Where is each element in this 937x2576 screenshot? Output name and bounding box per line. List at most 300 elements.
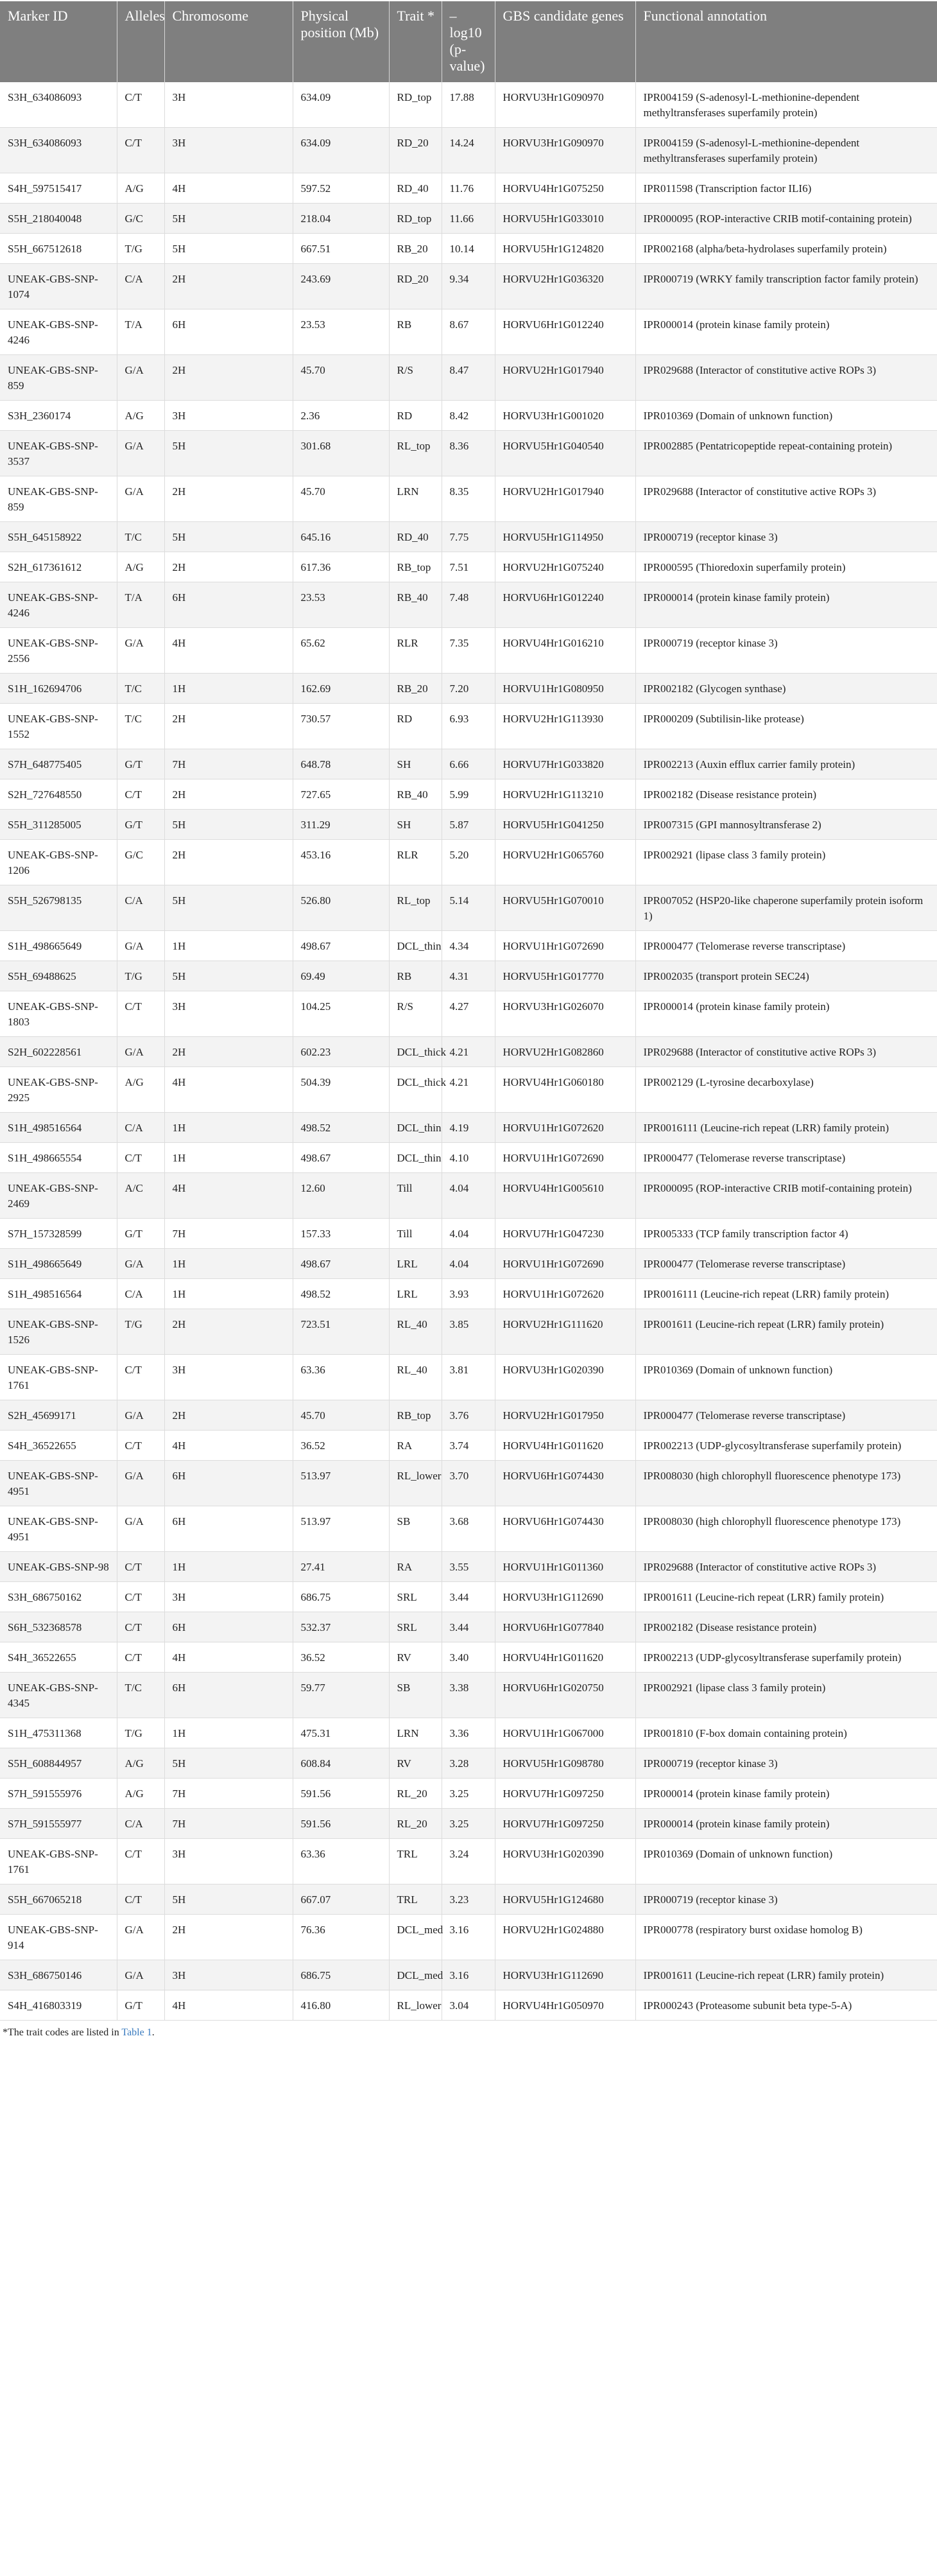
table-cell: 69.49: [293, 961, 389, 991]
table-cell: 23.53: [293, 309, 389, 355]
table-cell: 11.66: [442, 204, 495, 234]
table-cell: IPR002129 (L-tyrosine decarboxylase): [635, 1067, 937, 1113]
table-cell: IPR002885 (Pentatricopeptide repeat-containing protein): [635, 431, 937, 476]
table-cell: 4H: [164, 173, 293, 204]
table-cell: S5H_526798135: [0, 885, 117, 931]
table-cell: IPR000719 (receptor kinase 3): [635, 522, 937, 552]
table-row: [0, 1173, 937, 1219]
table-cell: S5H_218040048: [0, 204, 117, 234]
table-row: [0, 204, 937, 234]
table-cell: HORVU3Hr1G112690: [495, 1582, 635, 1612]
table-row: [0, 1839, 937, 1884]
table-cell: 453.16: [293, 840, 389, 885]
table-cell: RB_40: [389, 779, 442, 810]
table-cell: 14.24: [442, 128, 495, 173]
table-cell: 27.41: [293, 1552, 389, 1582]
table-cell: IPR002182 (Glycogen synthase): [635, 674, 937, 704]
table-cell: 5H: [164, 234, 293, 264]
table-cell: 162.69: [293, 674, 389, 704]
table-cell: HORVU1Hr1G080950: [495, 674, 635, 704]
table-cell: T/C: [117, 1673, 164, 1718]
table-cell: 45.70: [293, 355, 389, 401]
table-cell: S2H_617361612: [0, 552, 117, 582]
table-row: [0, 1037, 937, 1067]
table-cell: 243.69: [293, 264, 389, 309]
table-cell: HORVU1Hr1G072620: [495, 1113, 635, 1143]
table-cell: 5H: [164, 204, 293, 234]
table-row: [0, 931, 937, 961]
table-cell: A/G: [117, 1748, 164, 1779]
table-row: [0, 749, 937, 779]
table-cell: HORVU1Hr1G067000: [495, 1718, 635, 1748]
table-cell: G/A: [117, 431, 164, 476]
table-cell: RB_20: [389, 234, 442, 264]
table-cell: 667.07: [293, 1884, 389, 1915]
table-cell: G/C: [117, 204, 164, 234]
table-cell: 1H: [164, 1279, 293, 1309]
table-cell: 498.67: [293, 1249, 389, 1279]
table-cell: RL_20: [389, 1779, 442, 1809]
table-cell: UNEAK-GBS-SNP-2556: [0, 628, 117, 674]
table-cell: HORVU4Hr1G050970: [495, 1990, 635, 2021]
table-cell: HORVU1Hr1G072690: [495, 1143, 635, 1173]
table-cell: UNEAK-GBS-SNP-1803: [0, 991, 117, 1037]
table-cell: 218.04: [293, 204, 389, 234]
table-cell: C/A: [117, 1279, 164, 1309]
table-cell: 3H: [164, 991, 293, 1037]
table-cell: S5H_608844957: [0, 1748, 117, 1779]
table-cell: 4H: [164, 1431, 293, 1461]
table-cell: LRL: [389, 1279, 442, 1309]
table-cell: IPR004159 (S-adenosyl-L-methionine-dependent methyltransferases superfamily protein): [635, 82, 937, 128]
table-cell: 10.14: [442, 234, 495, 264]
table-1-link[interactable]: Table 1: [121, 2027, 152, 2038]
table-row: [0, 961, 937, 991]
table-cell: 7.20: [442, 674, 495, 704]
table-cell: RB_40: [389, 582, 442, 628]
table-cell: 3.68: [442, 1506, 495, 1552]
table-cell: 7H: [164, 1779, 293, 1809]
table-row: [0, 1718, 937, 1748]
table-cell: 1H: [164, 931, 293, 961]
table-cell: S7H_591555977: [0, 1809, 117, 1839]
table-cell: RL_top: [389, 885, 442, 931]
table-cell: IPR029688 (Interactor of constitutive active ROPs 3): [635, 476, 937, 522]
table-row: [0, 264, 937, 309]
table-cell: G/A: [117, 1461, 164, 1506]
table-cell: 6H: [164, 309, 293, 355]
table-cell: G/A: [117, 1400, 164, 1431]
table-cell: 498.52: [293, 1113, 389, 1143]
table-cell: 4.31: [442, 961, 495, 991]
table-cell: IPR000095 (ROP-interactive CRIB motif-containing protein): [635, 1173, 937, 1219]
table-cell: S2H_727648550: [0, 779, 117, 810]
table-cell: HORVU5Hr1G124820: [495, 234, 635, 264]
table-cell: S1H_162694706: [0, 674, 117, 704]
table-cell: 5.20: [442, 840, 495, 885]
table-cell: A/G: [117, 401, 164, 431]
table-cell: 5H: [164, 1884, 293, 1915]
table-row: [0, 1355, 937, 1400]
table-cell: 4.27: [442, 991, 495, 1037]
table-cell: S1H_498665649: [0, 931, 117, 961]
table-cell: G/A: [117, 1506, 164, 1552]
table-cell: S7H_591555976: [0, 1779, 117, 1809]
table-cell: IPR000014 (protein kinase family protein): [635, 582, 937, 628]
table-cell: 416.80: [293, 1990, 389, 2021]
table-cell: IPR000719 (receptor kinase 3): [635, 628, 937, 674]
table-row: [0, 1506, 937, 1552]
table-cell: 5H: [164, 1748, 293, 1779]
table-cell: 667.51: [293, 234, 389, 264]
table-cell: HORVU6Hr1G012240: [495, 309, 635, 355]
table-cell: S2H_45699171: [0, 1400, 117, 1431]
table-cell: S4H_416803319: [0, 1990, 117, 2021]
table-cell: 5.87: [442, 810, 495, 840]
table-cell: 513.97: [293, 1506, 389, 1552]
table-cell: 3H: [164, 401, 293, 431]
table-cell: 3H: [164, 1582, 293, 1612]
table-cell: 4H: [164, 1642, 293, 1673]
table-cell: 8.35: [442, 476, 495, 522]
table-cell: IPR029688 (Interactor of constitutive active ROPs 3): [635, 355, 937, 401]
table-cell: S4H_36522655: [0, 1431, 117, 1461]
table-cell: 4.34: [442, 931, 495, 961]
table-cell: SB: [389, 1673, 442, 1718]
table-cell: IPR007052 (HSP20-like chaperone superfamily protein isoform 1): [635, 885, 937, 931]
table-row: [0, 1582, 937, 1612]
table-cell: T/G: [117, 1718, 164, 1748]
table-cell: IPR000719 (receptor kinase 3): [635, 1748, 937, 1779]
table-cell: IPR000477 (Telomerase reverse transcriptase): [635, 1249, 937, 1279]
table-row: [0, 173, 937, 204]
table-cell: G/T: [117, 1219, 164, 1249]
table-cell: HORVU7Hr1G097250: [495, 1809, 635, 1839]
table-cell: 648.78: [293, 749, 389, 779]
table-cell: G/C: [117, 840, 164, 885]
table-cell: HORVU1Hr1G072620: [495, 1279, 635, 1309]
table-row: [0, 1612, 937, 1642]
table-cell: HORVU2Hr1G017950: [495, 1400, 635, 1431]
table-cell: RLR: [389, 840, 442, 885]
table-cell: IPR004159 (S-adenosyl-L-methionine-dependent methyltransferases superfamily protein): [635, 128, 937, 173]
table-cell: 23.53: [293, 582, 389, 628]
table-cell: HORVU6Hr1G020750: [495, 1673, 635, 1718]
table-cell: 686.75: [293, 1960, 389, 1990]
table-cell: HORVU1Hr1G072690: [495, 931, 635, 961]
table-cell: IPR000719 (WRKY family transcription factor family protein): [635, 264, 937, 309]
table-cell: 3.40: [442, 1642, 495, 1673]
table-cell: UNEAK-GBS-SNP-4345: [0, 1673, 117, 1718]
table-cell: HORVU4Hr1G060180: [495, 1067, 635, 1113]
table-cell: 3.44: [442, 1612, 495, 1642]
table-cell: 634.09: [293, 82, 389, 128]
table-cell: 4.19: [442, 1113, 495, 1143]
table-cell: 597.52: [293, 173, 389, 204]
table-cell: HORVU5Hr1G033010: [495, 204, 635, 234]
table-row: [0, 1673, 937, 1718]
table-cell: UNEAK-GBS-SNP-4951: [0, 1461, 117, 1506]
table-row: [0, 704, 937, 749]
table-cell: IPR002182 (Disease resistance protein): [635, 1612, 937, 1642]
table-cell: HORVU2Hr1G017940: [495, 355, 635, 401]
table-cell: 7.51: [442, 552, 495, 582]
table-cell: C/A: [117, 264, 164, 309]
table-cell: IPR0016111 (Leucine-rich repeat (LRR) family protein): [635, 1113, 937, 1143]
table-cell: A/G: [117, 173, 164, 204]
table-cell: 3.76: [442, 1400, 495, 1431]
table-cell: S5H_667065218: [0, 1884, 117, 1915]
table-cell: 6.93: [442, 704, 495, 749]
table-cell: 7H: [164, 749, 293, 779]
table-cell: 1H: [164, 1552, 293, 1582]
table-cell: 4.04: [442, 1249, 495, 1279]
table-cell: HORVU5Hr1G040540: [495, 431, 635, 476]
table-cell: HORVU1Hr1G011360: [495, 1552, 635, 1582]
table-cell: T/C: [117, 674, 164, 704]
table-cell: UNEAK-GBS-SNP-98: [0, 1552, 117, 1582]
column-header: Functional annotation: [635, 1, 937, 82]
table-cell: 3.70: [442, 1461, 495, 1506]
table-cell: DCL_thick: [389, 1037, 442, 1067]
table-cell: DCL_thin: [389, 1113, 442, 1143]
table-cell: T/C: [117, 522, 164, 552]
table-row: [0, 82, 937, 128]
table-cell: TRL: [389, 1884, 442, 1915]
table-row: [0, 1779, 937, 1809]
table-row: [0, 431, 937, 476]
table-cell: IPR007315 (GPI mannosyltransferase 2): [635, 810, 937, 840]
table-row: [0, 1960, 937, 1990]
table-cell: S5H_311285005: [0, 810, 117, 840]
table-cell: UNEAK-GBS-SNP-3537: [0, 431, 117, 476]
table-cell: 2H: [164, 552, 293, 582]
table-cell: IPR001611 (Leucine-rich repeat (LRR) family protein): [635, 1582, 937, 1612]
table-cell: 532.37: [293, 1612, 389, 1642]
table-cell: C/T: [117, 1642, 164, 1673]
table-cell: 3.55: [442, 1552, 495, 1582]
table-cell: RV: [389, 1748, 442, 1779]
table-cell: 6H: [164, 582, 293, 628]
table-row: [0, 1748, 937, 1779]
table-cell: 5H: [164, 431, 293, 476]
table-cell: SB: [389, 1506, 442, 1552]
table-cell: C/A: [117, 1809, 164, 1839]
table-cell: S1H_498516564: [0, 1279, 117, 1309]
table-cell: 2H: [164, 704, 293, 749]
table-cell: HORVU4Hr1G011620: [495, 1642, 635, 1673]
table-row: [0, 309, 937, 355]
footnote: [0, 2021, 937, 2039]
table-row: [0, 1990, 937, 2021]
column-header: Chromosome: [164, 1, 293, 82]
table-cell: DCL_med: [389, 1960, 442, 1990]
table-cell: 3.25: [442, 1779, 495, 1809]
table-cell: RL_20: [389, 1809, 442, 1839]
table-cell: IPR001810 (F-box domain containing protein): [635, 1718, 937, 1748]
table-cell: 311.29: [293, 810, 389, 840]
table-cell: IPR002921 (lipase class 3 family protein): [635, 1673, 937, 1718]
table-cell: 3.81: [442, 1355, 495, 1400]
table-cell: UNEAK-GBS-SNP-2469: [0, 1173, 117, 1219]
table-cell: C/T: [117, 1582, 164, 1612]
table-row: [0, 779, 937, 810]
table-cell: 2H: [164, 1915, 293, 1960]
table-cell: IPR002213 (UDP-glycosyltransferase superfamily protein): [635, 1642, 937, 1673]
table-body: [0, 82, 937, 2021]
table-cell: IPR000014 (protein kinase family protein): [635, 1809, 937, 1839]
table-row: [0, 1219, 937, 1249]
table-cell: 11.76: [442, 173, 495, 204]
table-cell: 3H: [164, 1355, 293, 1400]
table-row: [0, 1067, 937, 1113]
table-cell: HORVU2Hr1G065760: [495, 840, 635, 885]
table-row: [0, 1249, 937, 1279]
table-cell: HORVU3Hr1G090970: [495, 82, 635, 128]
table-cell: RL_40: [389, 1355, 442, 1400]
table-cell: HORVU4Hr1G016210: [495, 628, 635, 674]
table-row: [0, 1309, 937, 1355]
table-cell: IPR029688 (Interactor of constitutive active ROPs 3): [635, 1037, 937, 1067]
table-cell: UNEAK-GBS-SNP-1761: [0, 1355, 117, 1400]
table-cell: 45.70: [293, 1400, 389, 1431]
table-cell: G/A: [117, 355, 164, 401]
table-cell: HORVU3Hr1G112690: [495, 1960, 635, 1990]
table-cell: HORVU7Hr1G047230: [495, 1219, 635, 1249]
table-cell: 63.36: [293, 1839, 389, 1884]
table-cell: G/A: [117, 931, 164, 961]
table-cell: RD_40: [389, 173, 442, 204]
table-cell: RD: [389, 401, 442, 431]
table-cell: RB_top: [389, 1400, 442, 1431]
table-cell: SH: [389, 749, 442, 779]
table-cell: HORVU3Hr1G001020: [495, 401, 635, 431]
table-cell: C/T: [117, 1884, 164, 1915]
table-cell: S4H_597515417: [0, 173, 117, 204]
table-cell: RV: [389, 1642, 442, 1673]
table-cell: IPR008030 (high chlorophyll fluorescence phenotype 173): [635, 1506, 937, 1552]
table-cell: IPR010369 (Domain of unknown function): [635, 1839, 937, 1884]
table-cell: UNEAK-GBS-SNP-2925: [0, 1067, 117, 1113]
table-cell: RL_40: [389, 1309, 442, 1355]
table-cell: UNEAK-GBS-SNP-1526: [0, 1309, 117, 1355]
table-cell: UNEAK-GBS-SNP-1074: [0, 264, 117, 309]
table-cell: RD: [389, 704, 442, 749]
table-cell: R/S: [389, 991, 442, 1037]
table-cell: 2H: [164, 1400, 293, 1431]
table-cell: 5H: [164, 961, 293, 991]
table-cell: IPR002213 (Auxin efflux carrier family protein): [635, 749, 937, 779]
table-cell: C/T: [117, 1143, 164, 1173]
table-cell: IPR000595 (Thioredoxin superfamily protein): [635, 552, 937, 582]
table-cell: HORVU7Hr1G033820: [495, 749, 635, 779]
table-cell: UNEAK-GBS-SNP-4951: [0, 1506, 117, 1552]
table-cell: IPR011598 (Transcription factor ILI6): [635, 173, 937, 204]
table-cell: IPR002213 (UDP-glycosyltransferase superfamily protein): [635, 1431, 937, 1461]
table-cell: 730.57: [293, 704, 389, 749]
table-row: [0, 355, 937, 401]
table-cell: 2H: [164, 355, 293, 401]
table-cell: 63.36: [293, 1355, 389, 1400]
table-cell: 6H: [164, 1612, 293, 1642]
table-row: [0, 1461, 937, 1506]
table-cell: DCL_thin: [389, 931, 442, 961]
table-cell: HORVU2Hr1G113210: [495, 779, 635, 810]
table-cell: S3H_2360174: [0, 401, 117, 431]
table-cell: 634.09: [293, 128, 389, 173]
table-cell: 591.56: [293, 1809, 389, 1839]
table-cell: 608.84: [293, 1748, 389, 1779]
table-cell: T/A: [117, 309, 164, 355]
table-cell: 3.25: [442, 1809, 495, 1839]
table-cell: 1H: [164, 1143, 293, 1173]
table-cell: 5H: [164, 522, 293, 552]
table-cell: T/G: [117, 1309, 164, 1355]
table-cell: LRN: [389, 476, 442, 522]
table-cell: 36.52: [293, 1431, 389, 1461]
table-cell: 5H: [164, 810, 293, 840]
table-row: [0, 1400, 937, 1431]
table-cell: 2H: [164, 264, 293, 309]
table-cell: HORVU6Hr1G077840: [495, 1612, 635, 1642]
table-cell: RD_20: [389, 128, 442, 173]
table-cell: C/T: [117, 1552, 164, 1582]
table-cell: 498.67: [293, 1143, 389, 1173]
table-cell: RA: [389, 1431, 442, 1461]
table-cell: R/S: [389, 355, 442, 401]
table-cell: 4H: [164, 628, 293, 674]
table-cell: HORVU1Hr1G072690: [495, 1249, 635, 1279]
table-cell: IPR029688 (Interactor of constitutive active ROPs 3): [635, 1552, 937, 1582]
table-cell: 617.36: [293, 552, 389, 582]
table-cell: 591.56: [293, 1779, 389, 1809]
table-cell: HORVU4Hr1G011620: [495, 1431, 635, 1461]
table-row: [0, 582, 937, 628]
table-cell: 3.23: [442, 1884, 495, 1915]
table-cell: 7.48: [442, 582, 495, 628]
table-cell: IPR001611 (Leucine-rich repeat (LRR) family protein): [635, 1309, 937, 1355]
table-cell: 12.60: [293, 1173, 389, 1219]
table-cell: LRN: [389, 1718, 442, 1748]
table-cell: HORVU5Hr1G041250: [495, 810, 635, 840]
table-cell: HORVU3Hr1G090970: [495, 128, 635, 173]
table-cell: C/T: [117, 991, 164, 1037]
table-cell: 4.10: [442, 1143, 495, 1173]
table-cell: 6H: [164, 1673, 293, 1718]
table-cell: 498.67: [293, 931, 389, 961]
table-row: [0, 128, 937, 173]
table-cell: HORVU5Hr1G017770: [495, 961, 635, 991]
footnote-suffix: .: [151, 2027, 155, 2038]
table-cell: 645.16: [293, 522, 389, 552]
table-row: [0, 1642, 937, 1673]
table-cell: TRL: [389, 1839, 442, 1884]
table-cell: 2H: [164, 779, 293, 810]
table-cell: C/T: [117, 1612, 164, 1642]
table-cell: 2H: [164, 476, 293, 522]
table-cell: IPR002921 (lipase class 3 family protein): [635, 840, 937, 885]
table-cell: IPR008030 (high chlorophyll fluorescence phenotype 173): [635, 1461, 937, 1506]
table-cell: G/A: [117, 628, 164, 674]
table-cell: S5H_645158922: [0, 522, 117, 552]
table-cell: HORVU5Hr1G098780: [495, 1748, 635, 1779]
footnote-prefix: *The trait codes are listed in: [3, 2027, 122, 2038]
table-cell: A/G: [117, 552, 164, 582]
table-cell: S5H_667512618: [0, 234, 117, 264]
table-cell: S7H_648775405: [0, 749, 117, 779]
table-cell: 1H: [164, 1113, 293, 1143]
table-cell: RD_40: [389, 522, 442, 552]
